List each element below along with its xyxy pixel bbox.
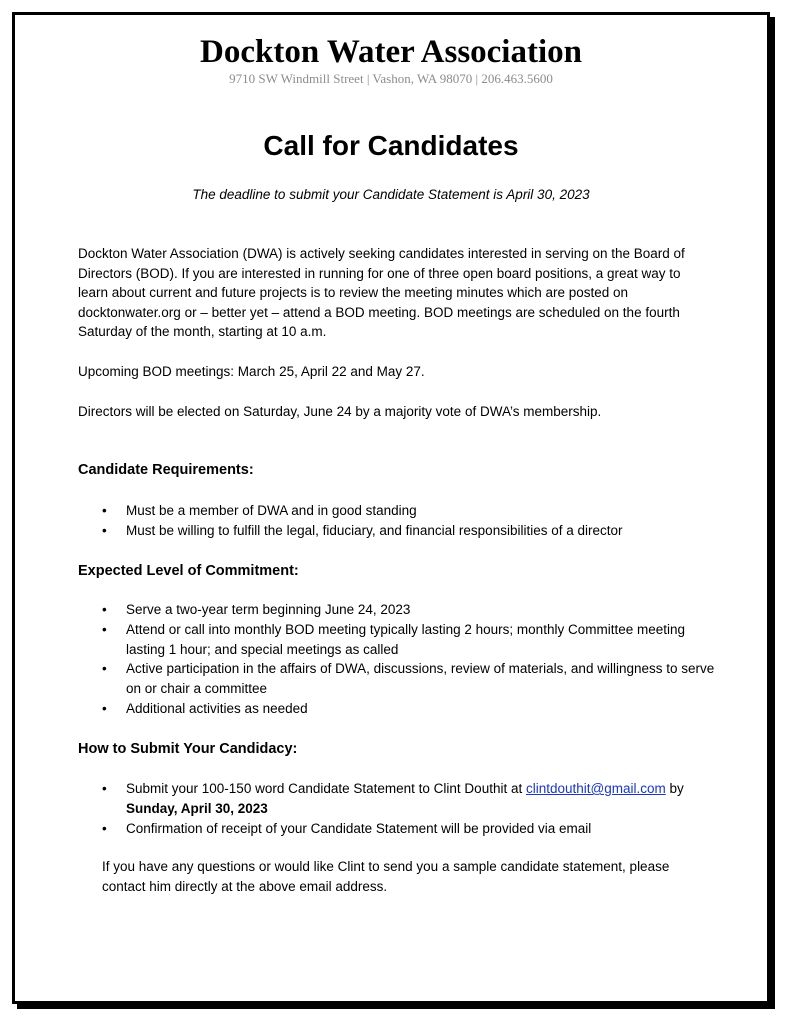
closing-paragraph: If you have any questions or would like Clint to send you a sample candidate statement, please contact him directly at the above email address. [102,859,670,894]
commitment-heading: Expected Level of Commitment: [78,563,299,579]
submit-by-text: by [669,781,684,796]
email-link[interactable]: clintdouthit@gmail.com [526,781,666,796]
submit-deadline-date: Sunday, April 30, 2023 [126,800,268,816]
list-item: • Additional activities as needed [78,699,718,719]
commitment-list [78,600,718,719]
list-item: • Must be a member of DWA and in good standing [78,501,718,521]
submit-heading: How to Submit Your Candidacy: [78,741,298,757]
list-item [78,779,718,819]
list-item: • Active participation in the affairs of DWA, discussions, review of materials, and willingness to serve on or chair a committee [78,659,718,699]
submit-instruction-text: Submit your 100-150 word Candidate Statement to Clint Douthit at [126,781,523,796]
requirements-list [78,501,718,541]
list-item: • Attend or call into monthly BOD meeting typically lasting 2 hours; monthly Committee meeting lasting 1 hour; and special meetings as called [78,620,718,660]
list-item: • Must be willing to fulfill the legal, fiduciary, and financial responsibilities of a director [78,521,718,541]
organization-address: 9710 SW Windmill Street | Vashon, WA 98070 | 206.463.5600 [229,71,553,86]
submit-list [78,779,718,838]
organization-name: Dockton Water Association [200,34,582,70]
document-title: Call for Candidates [263,130,519,161]
list-item: • Confirmation of receipt of your Candidate Statement will be provided via email [78,819,718,839]
list-item: • Serve a two-year term beginning June 24, 2023 [78,600,718,620]
upcoming-meetings-paragraph: Upcoming BOD meetings: March 25, April 22 and May 27. [78,364,425,379]
election-paragraph: Directors will be elected on Saturday, June 24 by a majority vote of DWA’s membership. [78,404,602,419]
requirements-heading: Candidate Requirements: [78,462,254,478]
intro-paragraph: Dockton Water Association (DWA) is actively seeking candidates interested in serving on the Board of Directors (BOD). If you are interested in running for one of three open board positions, a great way to learn about current and future projects is to review the meeting minutes which are posted on docktonwater.org or – better yet – attend a BOD meeting. BOD meetings are scheduled on the fourth Saturday of the month, starting at 10 a.m. [78,246,685,340]
document-page [12,12,770,1004]
deadline-notice: The deadline to submit your Candidate Statement is April 30, 2023 [192,187,590,202]
